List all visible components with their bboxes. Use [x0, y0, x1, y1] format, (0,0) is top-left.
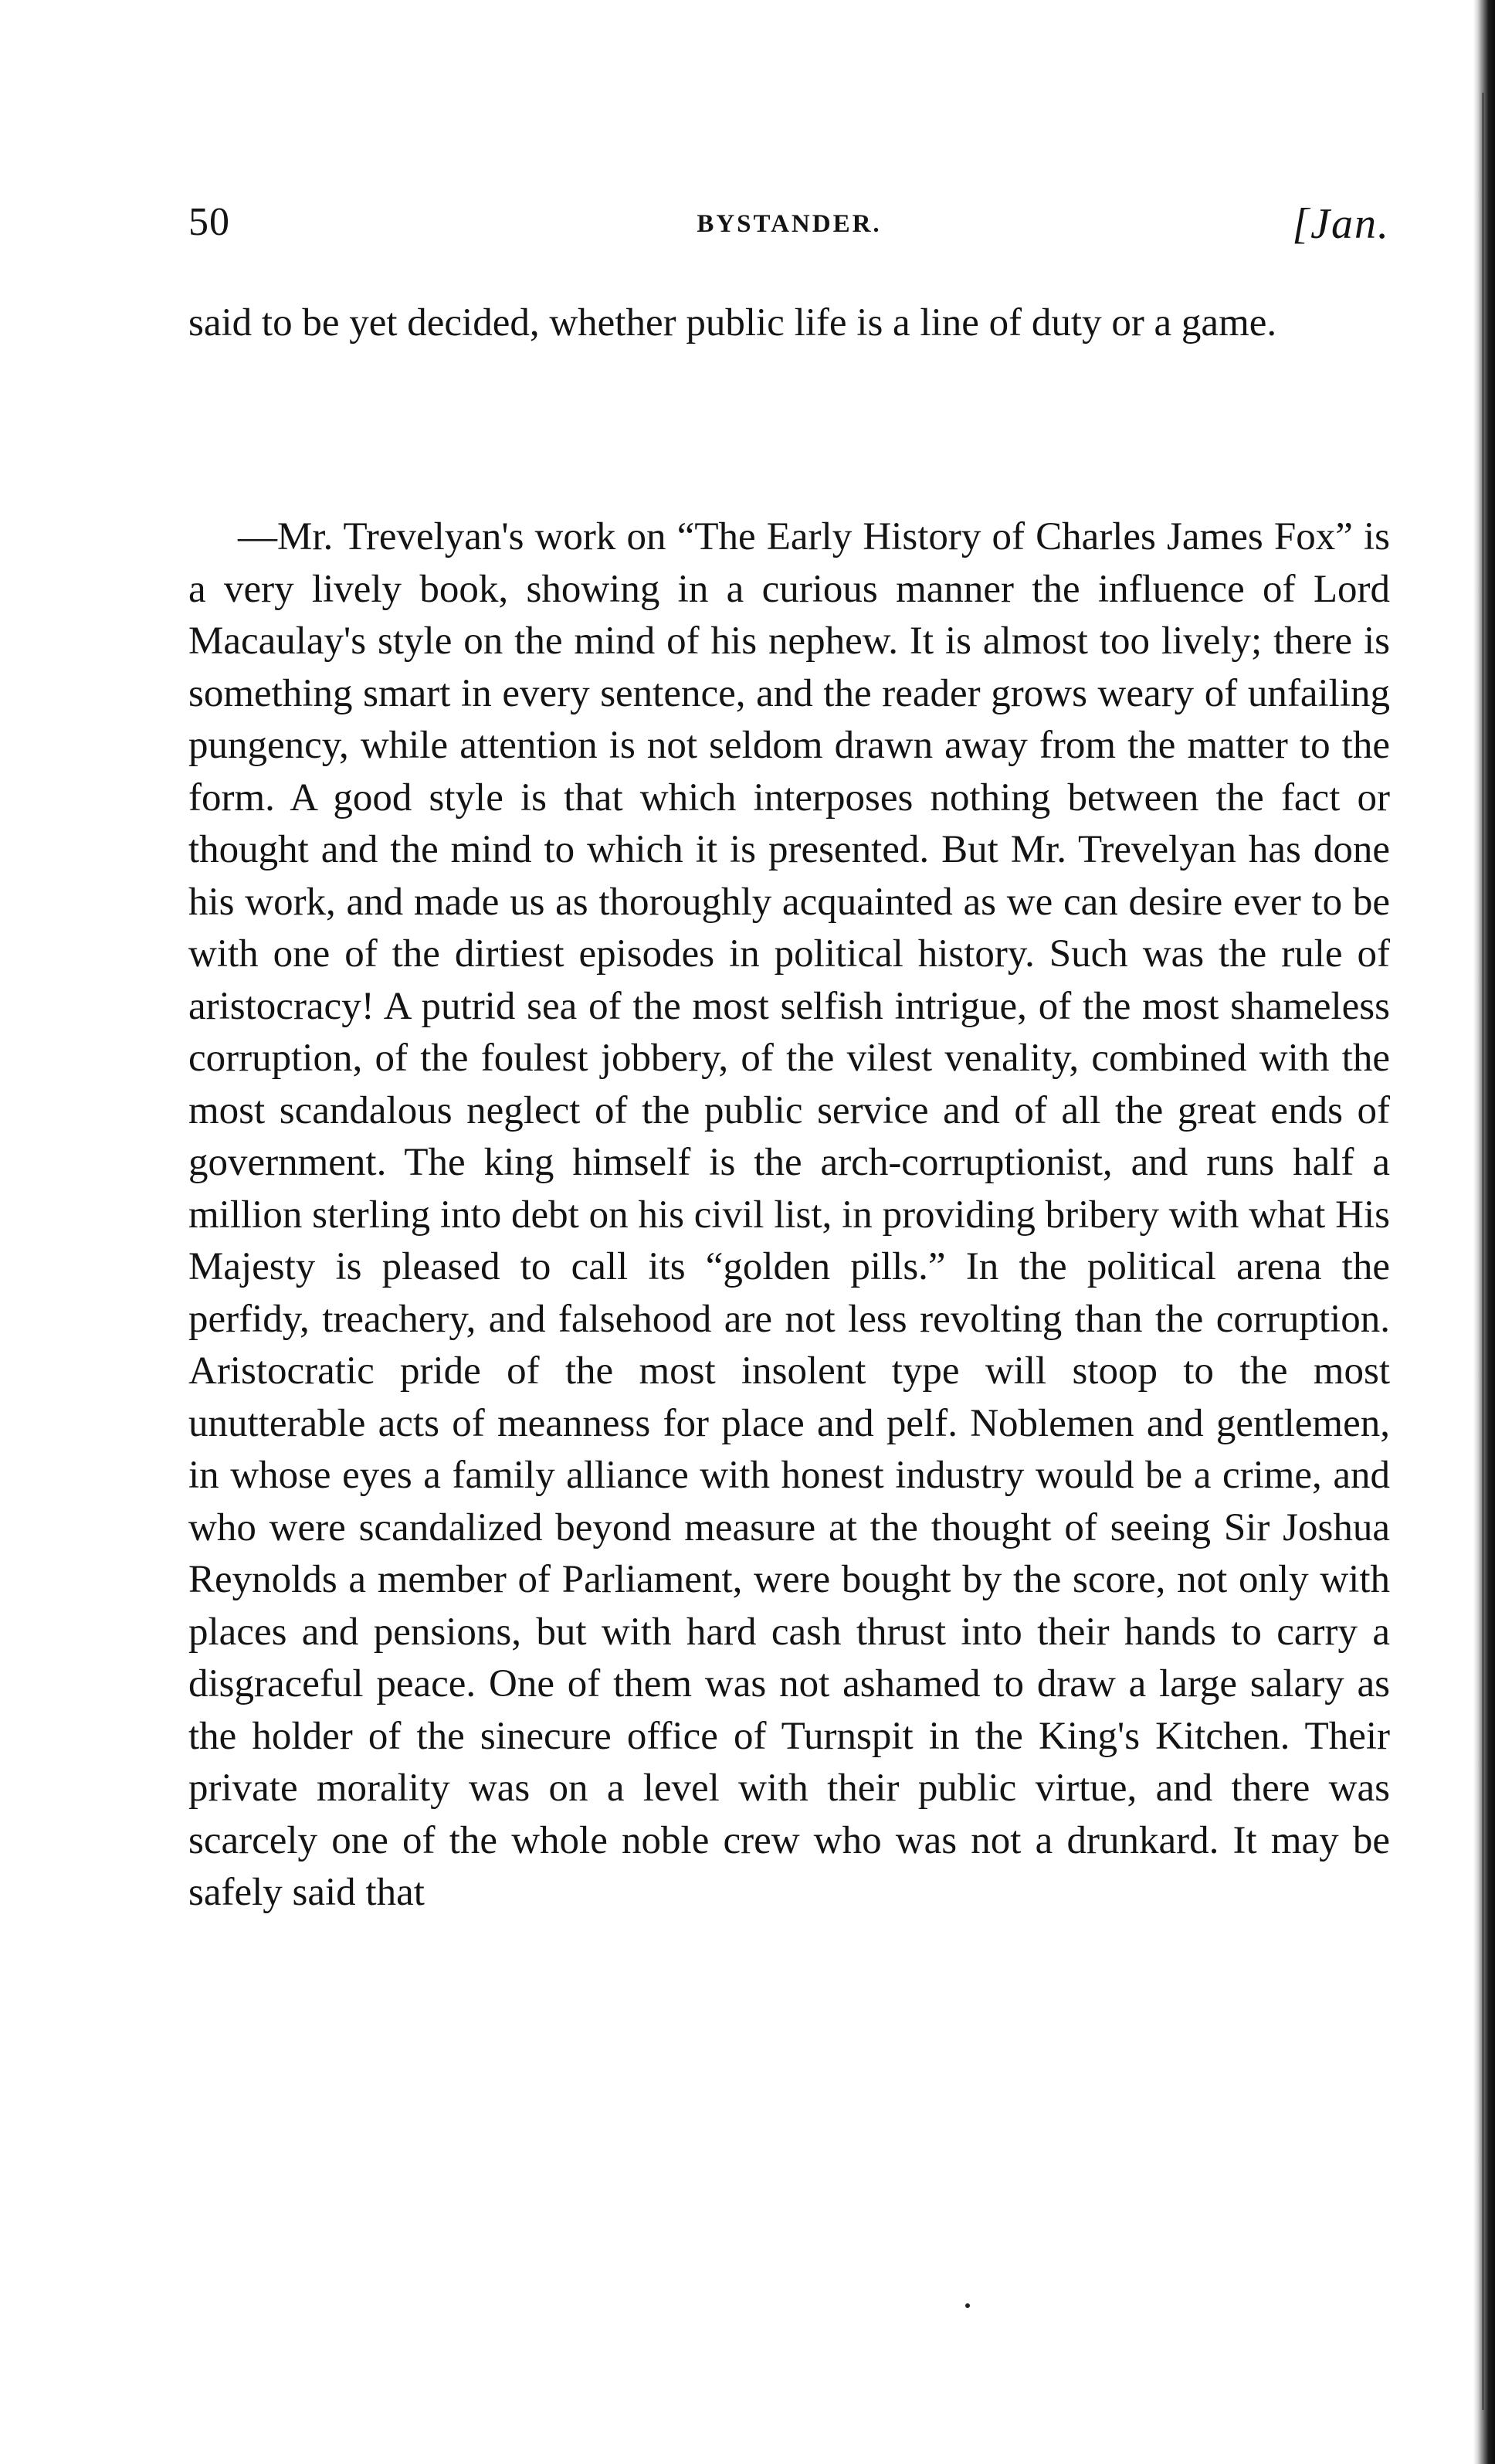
article-paragraph: —Mr. Trevelyan's work on “The Early History of Charles James Fox” is a very lively book, showing in a curious manner the influence of Lord Macaulay's style on the mind of his nephew. It is almost too lively; there is something smart in every sentence, and the reader grows weary of unfailing pungency, while attention is not seldom drawn away from the matter to the form. A good style is that which interposes nothing between the fact or thought and the mind to which it is presented. But Mr. Trevelyan has done his work, and made us as thoroughly acquainted as we can desire ever to be with one of the dirtiest episodes in political history. Such was the rule of aristocracy! A putrid sea of the most selfish intrigue, of the most shameless corruption, of the foulest jobbery, of the vilest venality, combined with the most scandalous neglect of the public service and of all the great ends of government. The king himself is the arch-corruptionist, and runs half a million sterling into debt on his civil list, in providing bribery with what His Majesty is pleased to call its “golden pills.” In the political arena the perfidy, treachery, and falsehood are not less revolting than the corruption. Aristocratic pride of the most insolent type will stoop to the most unutterable acts of meanness for place and pelf. Noblemen and gentlemen, in whose eyes a family alliance with honest industry would be a crime, and who were scandalized beyond measure at the thought of seeing Sir Joshua Reynolds a member of Parliament, were bought by the score, not only with places and pensions, but with hard cash thrust into their hands to carry a disgraceful peace. One of them was not ashamed to draw a large salary as the holder of the sinecure office of Turnspit in the King's Kitchen. Their private morality was on a level with their public virtue, and there was scarcely one of the whole noble crew who was not a drunkard. It may be safely said that — [188, 515, 1390, 1914]
continued-paragraph: said to be yet decided, whether public life is a line of duty or a game. — [188, 301, 1277, 344]
running-title: BYSTANDER. — [697, 210, 882, 238]
print-speck — [965, 2303, 970, 2308]
page-header — [188, 199, 1390, 253]
header-month: [Jan. — [1292, 200, 1390, 248]
page-number: 50 — [188, 200, 230, 244]
binding-shadow-line — [1482, 93, 1484, 2410]
page-binding-edge — [1473, 0, 1495, 2464]
